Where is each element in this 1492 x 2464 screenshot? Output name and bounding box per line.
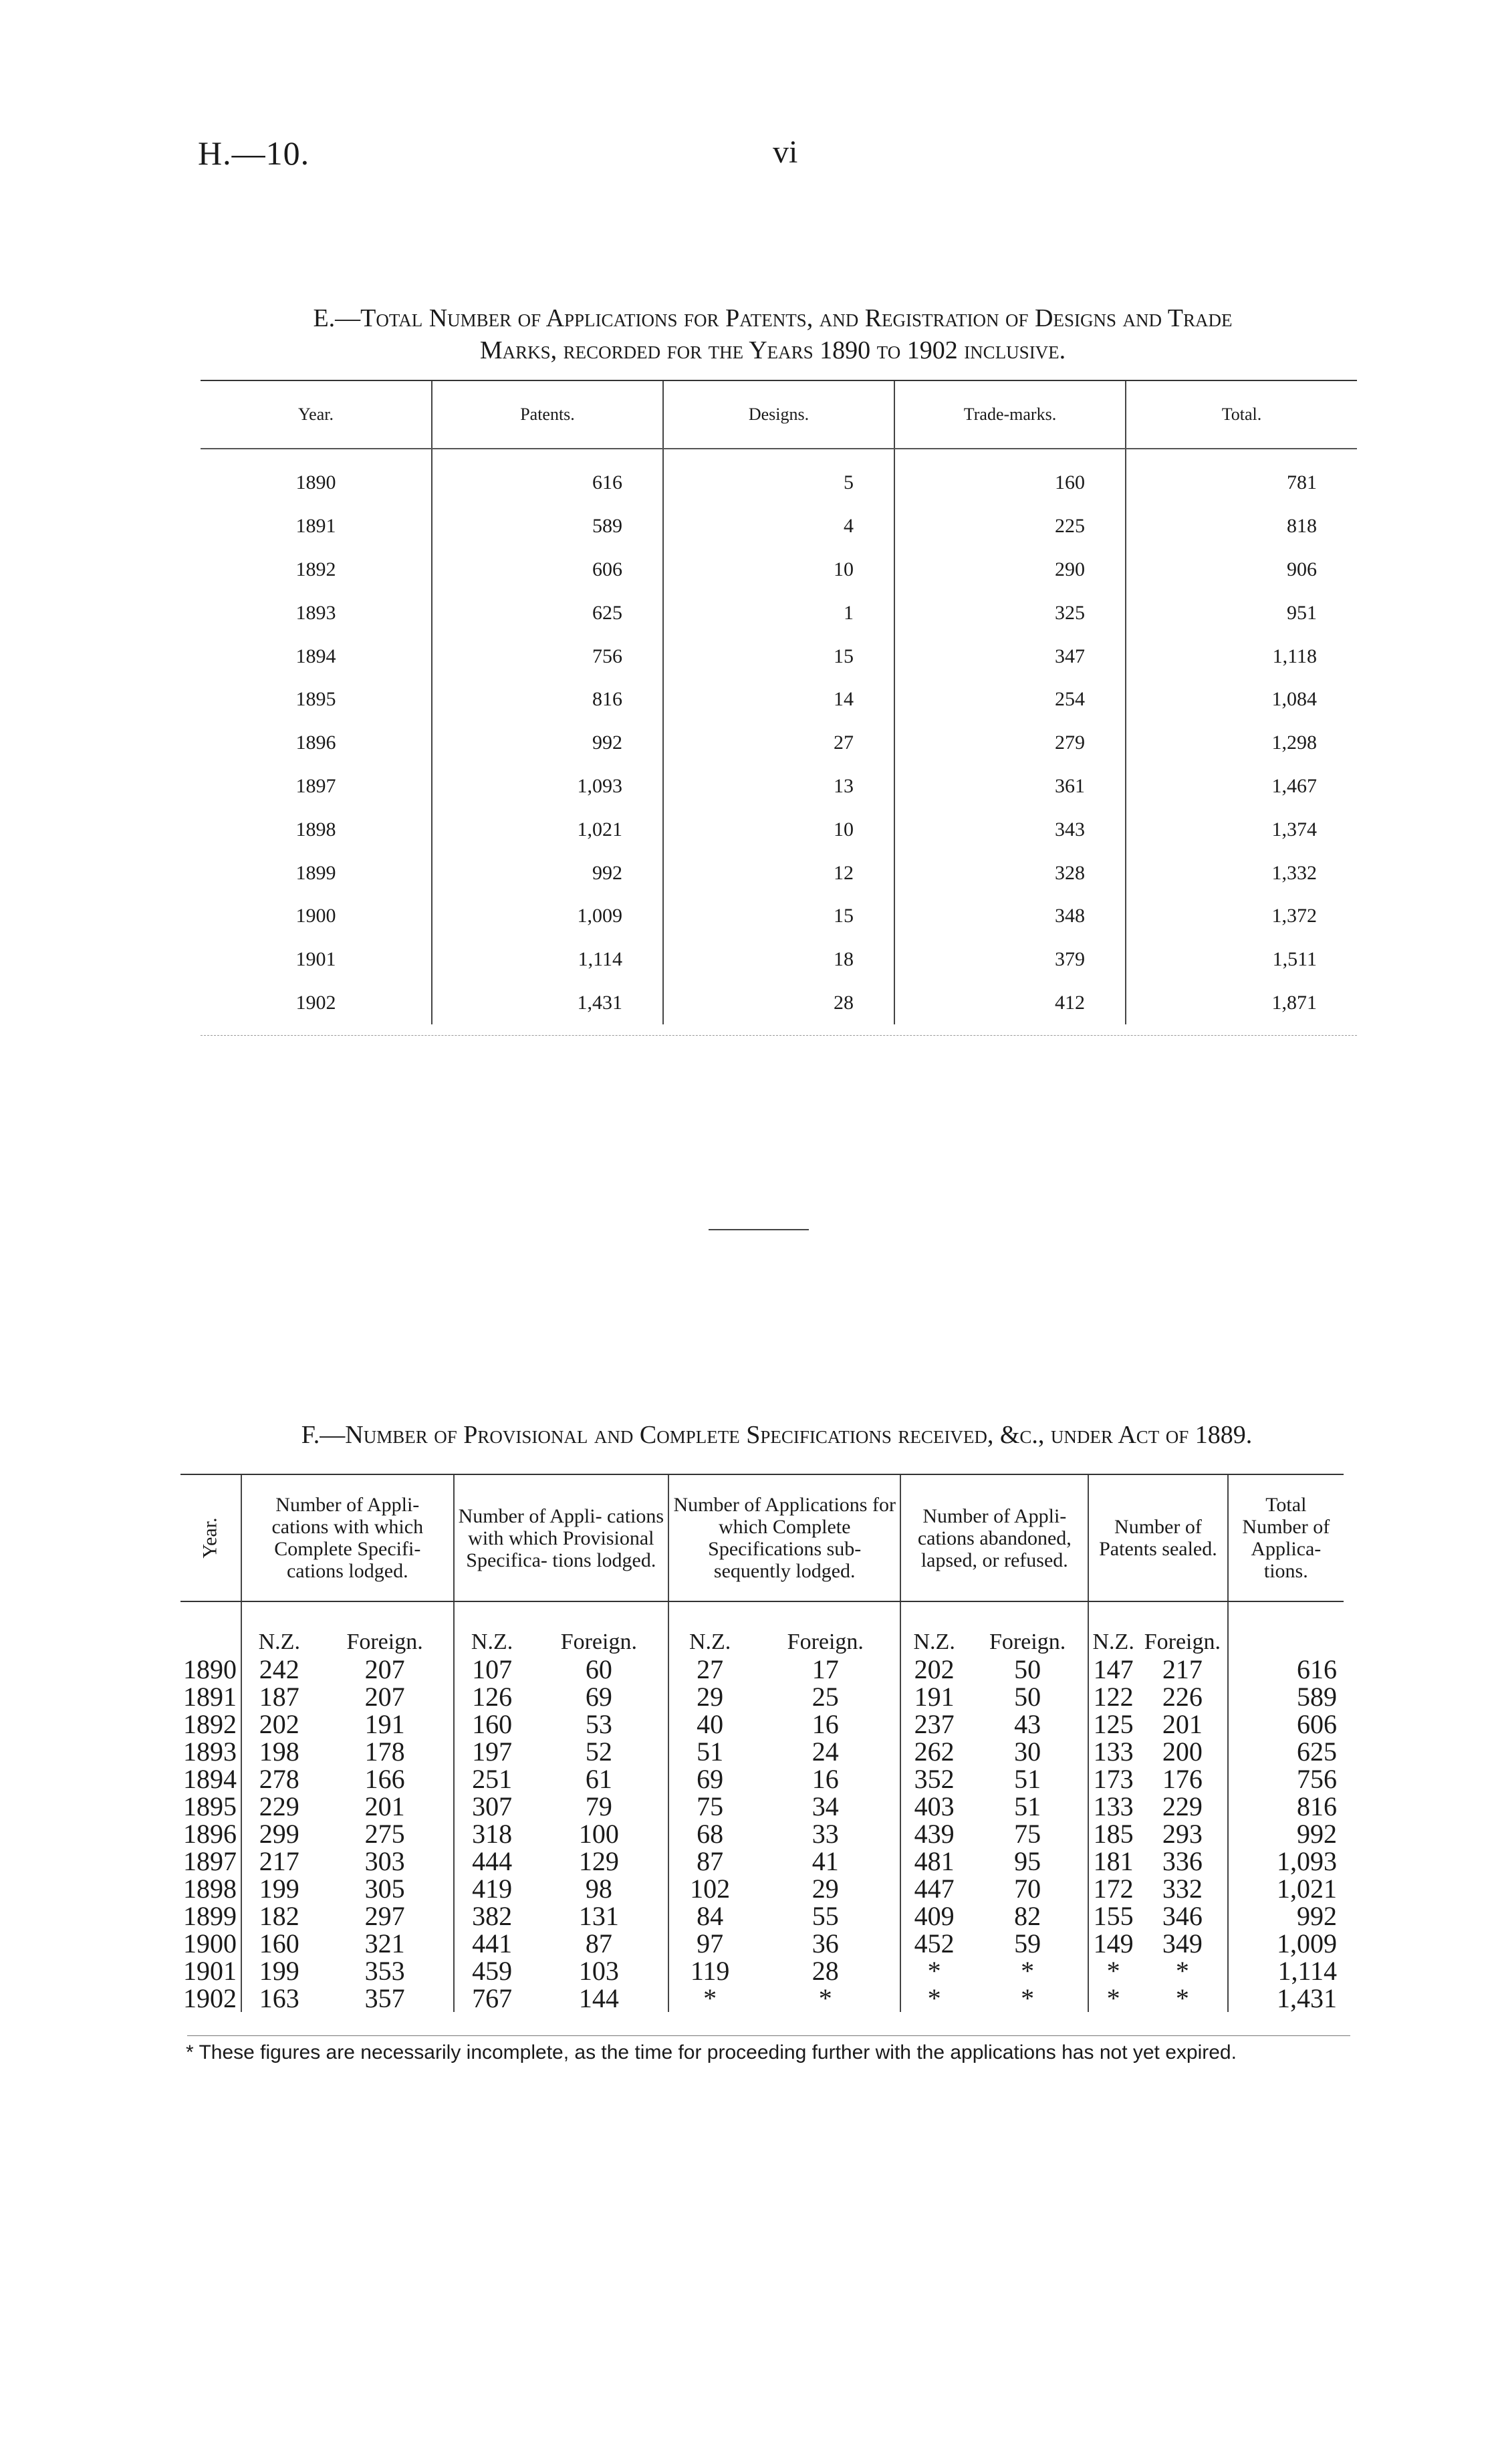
cell-designs: 13 xyxy=(663,765,894,808)
cell-nz: 278 xyxy=(241,1765,317,1793)
table-e-title xyxy=(184,302,1361,366)
cell-nz: 133 xyxy=(1088,1793,1138,1820)
cell-total: 606 xyxy=(1228,1710,1344,1738)
cell-foreign: 75 xyxy=(1014,1819,1041,1849)
cell-designs: 27 xyxy=(663,721,894,765)
cell-nz: * xyxy=(1088,1957,1138,1985)
table-row xyxy=(180,1820,1344,1847)
cell-foreign: 30 xyxy=(1014,1737,1041,1767)
cell-foreign: 43 xyxy=(1014,1709,1041,1739)
table-row xyxy=(180,1875,1344,1902)
cell-nz: 191 xyxy=(900,1683,967,1710)
cell-nz: 419 xyxy=(454,1875,530,1902)
cell-total: 1,009 xyxy=(1228,1930,1344,1957)
table-row xyxy=(201,548,1357,592)
cell-foreign: 303 xyxy=(364,1846,405,1876)
cell-patents: 816 xyxy=(432,678,663,721)
cell-patents: 1,093 xyxy=(432,765,663,808)
cell-nz: 97 xyxy=(668,1930,751,1957)
table-row xyxy=(201,505,1357,548)
footnote: * These figures are necessarily incomplete, as the time for proceeding further with the applications has not yet expired. xyxy=(186,2041,1237,2063)
cell-foreign: 346 xyxy=(1162,1901,1203,1931)
subheader-foreign: Foreign. xyxy=(989,1630,1066,1654)
cell-total: 1,114 xyxy=(1228,1957,1344,1985)
table-row xyxy=(201,591,1357,635)
cell-total: 625 xyxy=(1228,1738,1344,1765)
col-header-designs: Designs. xyxy=(663,380,894,449)
cell-nz: 237 xyxy=(900,1710,967,1738)
cell-trade-marks: 160 xyxy=(894,449,1126,505)
col-header-total-applications: Total Number of Applica- tions. xyxy=(1228,1474,1344,1601)
page-code: H.—10. xyxy=(198,134,310,172)
cell-nz: 160 xyxy=(241,1930,317,1957)
table-row xyxy=(180,1656,1344,1683)
cell-nz: 107 xyxy=(454,1656,530,1683)
cell-nz: 439 xyxy=(900,1820,967,1847)
table-row xyxy=(201,938,1357,982)
table-e xyxy=(201,380,1357,1024)
cell-foreign: 16 xyxy=(812,1764,839,1794)
table-row xyxy=(180,1793,1344,1820)
cell-designs: 1 xyxy=(663,591,894,635)
cell-foreign: 50 xyxy=(1014,1682,1041,1712)
table-row xyxy=(180,1738,1344,1765)
cell-foreign: 178 xyxy=(364,1737,405,1767)
cell-foreign: 144 xyxy=(578,1983,619,2013)
subheader-foreign: Foreign. xyxy=(560,1630,637,1654)
cell-nz: 84 xyxy=(668,1902,751,1930)
cell-nz: 198 xyxy=(241,1738,317,1765)
cell-total: 1,431 xyxy=(1228,1985,1344,2012)
cell-foreign: 217 xyxy=(1162,1654,1203,1684)
cell-foreign: 53 xyxy=(585,1709,612,1739)
cell-trade-marks: 347 xyxy=(894,635,1126,678)
cell-foreign: 51 xyxy=(1014,1791,1041,1821)
cell-foreign: 25 xyxy=(812,1682,839,1712)
cell-year: 1896 xyxy=(183,1819,237,1849)
cell-nz: 447 xyxy=(900,1875,967,1902)
cell-nz: 307 xyxy=(454,1793,530,1820)
cell-foreign: 357 xyxy=(364,1983,405,2013)
table-row xyxy=(180,1710,1344,1738)
cell-nz: * xyxy=(668,1985,751,2012)
cell-foreign: 95 xyxy=(1014,1846,1041,1876)
cell-foreign: 321 xyxy=(364,1928,405,1958)
cell-nz: 202 xyxy=(900,1656,967,1683)
col-header-total: Total. xyxy=(1126,380,1357,449)
cell-nz: 51 xyxy=(668,1738,751,1765)
subheader-foreign: Foreign. xyxy=(346,1630,423,1654)
cell-year: 1897 xyxy=(295,774,336,797)
cell-nz: 133 xyxy=(1088,1738,1138,1765)
cell-foreign: * xyxy=(1175,1956,1189,1986)
cell-nz: 262 xyxy=(900,1738,967,1765)
cell-total: 1,871 xyxy=(1126,982,1357,1025)
cell-nz: 160 xyxy=(454,1710,530,1738)
table-row xyxy=(180,1957,1344,1985)
cell-trade-marks: 328 xyxy=(894,851,1126,895)
subheader-nz: N.Z. xyxy=(454,1601,530,1656)
cell-year: 1895 xyxy=(183,1791,237,1821)
cell-nz: 29 xyxy=(668,1683,751,1710)
cell-foreign: 349 xyxy=(1162,1928,1203,1958)
subheader-nz: N.Z. xyxy=(900,1601,967,1656)
cell-foreign: 103 xyxy=(578,1956,619,1986)
cell-year: 1898 xyxy=(295,818,336,841)
cell-trade-marks: 279 xyxy=(894,721,1126,765)
cell-year: 1902 xyxy=(183,1983,237,2013)
cell-foreign: 229 xyxy=(1162,1791,1203,1821)
cell-foreign: 207 xyxy=(364,1682,405,1712)
table-row xyxy=(201,851,1357,895)
cell-total: 1,511 xyxy=(1126,938,1357,982)
subheader-foreign: Foreign. xyxy=(787,1630,864,1654)
cell-foreign: 29 xyxy=(812,1874,839,1904)
cell-foreign: 51 xyxy=(1014,1764,1041,1794)
cell-nz: 382 xyxy=(454,1902,530,1930)
table-f xyxy=(180,1474,1344,2012)
cell-total: 781 xyxy=(1126,449,1357,505)
cell-designs: 28 xyxy=(663,982,894,1025)
subheader-blank xyxy=(180,1601,241,1656)
cell-total: 992 xyxy=(1228,1902,1344,1930)
cell-total: 1,467 xyxy=(1126,765,1357,808)
table-f-subheader-row xyxy=(180,1601,1344,1656)
cell-foreign: 17 xyxy=(812,1654,839,1684)
cell-foreign: * xyxy=(818,1983,832,2013)
cell-foreign: 70 xyxy=(1014,1874,1041,1904)
footnote-rule xyxy=(187,2035,1350,2036)
cell-nz: 197 xyxy=(454,1738,530,1765)
cell-foreign: 24 xyxy=(812,1737,839,1767)
col-header-year-label: Year. xyxy=(199,1517,221,1559)
cell-patents: 589 xyxy=(432,505,663,548)
subheader-nz: N.Z. xyxy=(1088,1601,1138,1656)
cell-nz: * xyxy=(900,1985,967,2012)
table-row xyxy=(180,1765,1344,1793)
cell-total: 1,021 xyxy=(1228,1875,1344,1902)
cell-trade-marks: 254 xyxy=(894,678,1126,721)
cell-patents: 992 xyxy=(432,851,663,895)
cell-designs: 15 xyxy=(663,635,894,678)
cell-foreign: 52 xyxy=(585,1737,612,1767)
cell-designs: 18 xyxy=(663,938,894,982)
cell-foreign: 69 xyxy=(585,1682,612,1712)
cell-nz: 459 xyxy=(454,1957,530,1985)
col-header-subsequent-complete: Number of Applications for which Complete Specifications sub- sequently lodged. xyxy=(668,1474,900,1601)
cell-foreign: * xyxy=(1021,1983,1035,2013)
cell-total: 1,093 xyxy=(1228,1847,1344,1875)
cell-total: 1,372 xyxy=(1126,895,1357,938)
cell-trade-marks: 412 xyxy=(894,982,1126,1025)
cell-nz: 299 xyxy=(241,1820,317,1847)
table-row xyxy=(180,1902,1344,1930)
table-e-title-line2: Marks, recorded for the Years 1890 to 1902 inclusive. xyxy=(479,336,1066,364)
cell-total: 756 xyxy=(1228,1765,1344,1793)
table-row xyxy=(180,1930,1344,1957)
cell-total: 951 xyxy=(1126,591,1357,635)
cell-designs: 10 xyxy=(663,548,894,592)
cell-nz: 481 xyxy=(900,1847,967,1875)
cell-foreign: 59 xyxy=(1014,1928,1041,1958)
cell-foreign: 191 xyxy=(364,1709,405,1739)
col-header-year xyxy=(180,1474,241,1601)
table-f-header-row xyxy=(180,1474,1344,1601)
cell-trade-marks: 348 xyxy=(894,895,1126,938)
cell-year: 1893 xyxy=(183,1737,237,1767)
cell-nz: 352 xyxy=(900,1765,967,1793)
table-f-title: F.—Number of Provisional and Complete Specifications received, &c., under Act of 1889. xyxy=(301,1421,1253,1449)
cell-nz: 767 xyxy=(454,1985,530,2012)
table-e-title-line1: E.—Total Number of Applications for Patents, and Registration of Designs and Trade xyxy=(313,304,1233,332)
cell-trade-marks: 379 xyxy=(894,938,1126,982)
col-header-complete-specs: Number of Appli- cations with which Complete Specifi- cations lodged. xyxy=(241,1474,454,1601)
cell-nz: 444 xyxy=(454,1847,530,1875)
cell-foreign: 332 xyxy=(1162,1874,1203,1904)
cell-foreign: * xyxy=(1175,1983,1189,2013)
cell-nz: 155 xyxy=(1088,1902,1138,1930)
cell-designs: 10 xyxy=(663,808,894,851)
cell-patents: 625 xyxy=(432,591,663,635)
cell-foreign: 82 xyxy=(1014,1901,1041,1931)
cell-foreign: 353 xyxy=(364,1956,405,1986)
col-header-patents-sealed: Number of Patents sealed. xyxy=(1088,1474,1227,1601)
cell-designs: 5 xyxy=(663,449,894,505)
table-row xyxy=(201,765,1357,808)
cell-year: 1901 xyxy=(295,948,336,971)
cell-nz: 217 xyxy=(241,1847,317,1875)
table-row xyxy=(180,1847,1344,1875)
cell-foreign: * xyxy=(1021,1956,1035,1986)
cell-year: 1900 xyxy=(295,905,336,927)
cell-nz: 251 xyxy=(454,1765,530,1793)
cell-foreign: 166 xyxy=(364,1764,405,1794)
cell-foreign: 226 xyxy=(1162,1682,1203,1712)
cell-total: 1,084 xyxy=(1126,678,1357,721)
table-row xyxy=(201,449,1357,505)
cell-foreign: 79 xyxy=(585,1791,612,1821)
table-e-body xyxy=(201,449,1357,1024)
cell-trade-marks: 343 xyxy=(894,808,1126,851)
cell-designs: 12 xyxy=(663,851,894,895)
col-header-provisional-specs: Number of Appli- cations with which Provisional Specifica- tions lodged. xyxy=(454,1474,669,1601)
cell-year: 1902 xyxy=(295,991,336,1014)
cell-nz: 87 xyxy=(668,1847,751,1875)
cell-designs: 4 xyxy=(663,505,894,548)
cell-foreign: 60 xyxy=(585,1654,612,1684)
cell-foreign: 50 xyxy=(1014,1654,1041,1684)
cell-nz: 199 xyxy=(241,1875,317,1902)
cell-designs: 14 xyxy=(663,678,894,721)
cell-nz: 126 xyxy=(454,1683,530,1710)
cell-foreign: 129 xyxy=(578,1846,619,1876)
cell-year: 1894 xyxy=(183,1764,237,1794)
cell-nz: 75 xyxy=(668,1793,751,1820)
cell-year: 1898 xyxy=(183,1874,237,1904)
cell-year: 1891 xyxy=(183,1682,237,1712)
cell-total: 616 xyxy=(1228,1656,1344,1683)
cell-nz: 172 xyxy=(1088,1875,1138,1902)
cell-trade-marks: 325 xyxy=(894,591,1126,635)
cell-patents: 756 xyxy=(432,635,663,678)
cell-foreign: 176 xyxy=(1162,1764,1203,1794)
cell-foreign: 293 xyxy=(1162,1819,1203,1849)
col-header-abandoned: Number of Appli- cations abandoned, lapsed, or refused. xyxy=(900,1474,1088,1601)
cell-foreign: 275 xyxy=(364,1819,405,1849)
cell-foreign: 100 xyxy=(578,1819,619,1849)
cell-nz: 182 xyxy=(241,1902,317,1930)
cell-patents: 992 xyxy=(432,721,663,765)
cell-foreign: 98 xyxy=(585,1874,612,1904)
table-f-body xyxy=(180,1601,1344,2012)
subheader-blank xyxy=(1228,1601,1344,1656)
table-row xyxy=(201,982,1357,1025)
cell-designs: 15 xyxy=(663,895,894,938)
cell-total: 1,298 xyxy=(1126,721,1357,765)
cell-foreign: 201 xyxy=(364,1791,405,1821)
cell-nz: * xyxy=(900,1957,967,1985)
cell-year: 1896 xyxy=(295,732,336,754)
cell-nz: 27 xyxy=(668,1656,751,1683)
cell-nz: 40 xyxy=(668,1710,751,1738)
cell-patents: 606 xyxy=(432,548,663,592)
cell-foreign: 36 xyxy=(812,1928,839,1958)
cell-year: 1899 xyxy=(183,1901,237,1931)
cell-nz: 452 xyxy=(900,1930,967,1957)
cell-trade-marks: 290 xyxy=(894,548,1126,592)
cell-trade-marks: 361 xyxy=(894,765,1126,808)
table-row xyxy=(201,721,1357,765)
col-header-trade-marks: Trade-marks. xyxy=(894,380,1126,449)
cell-foreign: 28 xyxy=(812,1956,839,1986)
cell-year: 1892 xyxy=(295,558,336,580)
cell-foreign: 61 xyxy=(585,1764,612,1794)
cell-nz: 102 xyxy=(668,1875,751,1902)
cell-foreign: 41 xyxy=(812,1846,839,1876)
cell-year: 1900 xyxy=(183,1928,237,1958)
cell-year: 1901 xyxy=(183,1956,237,1986)
table-row xyxy=(201,678,1357,721)
cell-year: 1894 xyxy=(295,645,336,667)
cell-year: 1899 xyxy=(295,861,336,884)
table-e-bottom-rule xyxy=(201,1035,1357,1036)
cell-total: 1,332 xyxy=(1126,851,1357,895)
cell-year: 1890 xyxy=(295,471,336,494)
col-header-patents: Patents. xyxy=(432,380,663,449)
table-row xyxy=(180,1683,1344,1710)
cell-patents: 1,114 xyxy=(432,938,663,982)
cell-nz: 409 xyxy=(900,1902,967,1930)
cell-foreign: 55 xyxy=(812,1901,839,1931)
cell-year: 1897 xyxy=(183,1846,237,1876)
cell-nz: 69 xyxy=(668,1765,751,1793)
cell-nz: 173 xyxy=(1088,1765,1138,1793)
cell-nz: 229 xyxy=(241,1793,317,1820)
cell-nz: 441 xyxy=(454,1930,530,1957)
cell-foreign: 200 xyxy=(1162,1737,1203,1767)
cell-nz: 149 xyxy=(1088,1930,1138,1957)
table-e-header-row xyxy=(201,380,1357,449)
cell-foreign: 336 xyxy=(1162,1846,1203,1876)
cell-year: 1892 xyxy=(183,1709,237,1739)
cell-patents: 1,021 xyxy=(432,808,663,851)
table-row xyxy=(201,895,1357,938)
cell-patents: 1,009 xyxy=(432,895,663,938)
cell-nz: * xyxy=(1088,1985,1138,2012)
cell-year: 1890 xyxy=(183,1654,237,1684)
cell-nz: 199 xyxy=(241,1957,317,1985)
cell-year: 1893 xyxy=(295,601,336,624)
cell-total: 818 xyxy=(1126,505,1357,548)
cell-nz: 187 xyxy=(241,1683,317,1710)
cell-nz: 122 xyxy=(1088,1683,1138,1710)
col-header-year: Year. xyxy=(201,380,432,449)
cell-trade-marks: 225 xyxy=(894,505,1126,548)
subheader-nz: N.Z. xyxy=(668,1601,751,1656)
cell-nz: 181 xyxy=(1088,1847,1138,1875)
cell-foreign: 16 xyxy=(812,1709,839,1739)
cell-year: 1891 xyxy=(295,515,336,538)
cell-foreign: 34 xyxy=(812,1791,839,1821)
cell-total: 906 xyxy=(1126,548,1357,592)
cell-foreign: 201 xyxy=(1162,1709,1203,1739)
subheader-foreign: Foreign. xyxy=(1144,1630,1221,1654)
cell-patents: 1,431 xyxy=(432,982,663,1025)
cell-patents: 616 xyxy=(432,449,663,505)
cell-foreign: 207 xyxy=(364,1654,405,1684)
table-row xyxy=(201,635,1357,678)
cell-foreign: 33 xyxy=(812,1819,839,1849)
cell-year: 1895 xyxy=(295,688,336,711)
cell-nz: 163 xyxy=(241,1985,317,2012)
section-divider xyxy=(709,1229,809,1230)
cell-total: 816 xyxy=(1228,1793,1344,1820)
cell-total: 1,374 xyxy=(1126,808,1357,851)
cell-nz: 119 xyxy=(668,1957,751,1985)
cell-nz: 403 xyxy=(900,1793,967,1820)
cell-foreign: 305 xyxy=(364,1874,405,1904)
cell-foreign: 131 xyxy=(578,1901,619,1931)
cell-nz: 202 xyxy=(241,1710,317,1738)
cell-nz: 125 xyxy=(1088,1710,1138,1738)
page-number: vi xyxy=(773,134,798,170)
table-row xyxy=(180,1985,1344,2012)
cell-foreign: 87 xyxy=(585,1928,612,1958)
cell-foreign: 297 xyxy=(364,1901,405,1931)
table-row xyxy=(201,808,1357,851)
cell-nz: 68 xyxy=(668,1820,751,1847)
cell-nz: 242 xyxy=(241,1656,317,1683)
cell-total: 589 xyxy=(1228,1683,1344,1710)
cell-nz: 185 xyxy=(1088,1820,1138,1847)
cell-nz: 147 xyxy=(1088,1656,1138,1683)
cell-nz: 318 xyxy=(454,1820,530,1847)
cell-total: 1,118 xyxy=(1126,635,1357,678)
cell-total: 992 xyxy=(1228,1820,1344,1847)
subheader-nz: N.Z. xyxy=(241,1601,317,1656)
